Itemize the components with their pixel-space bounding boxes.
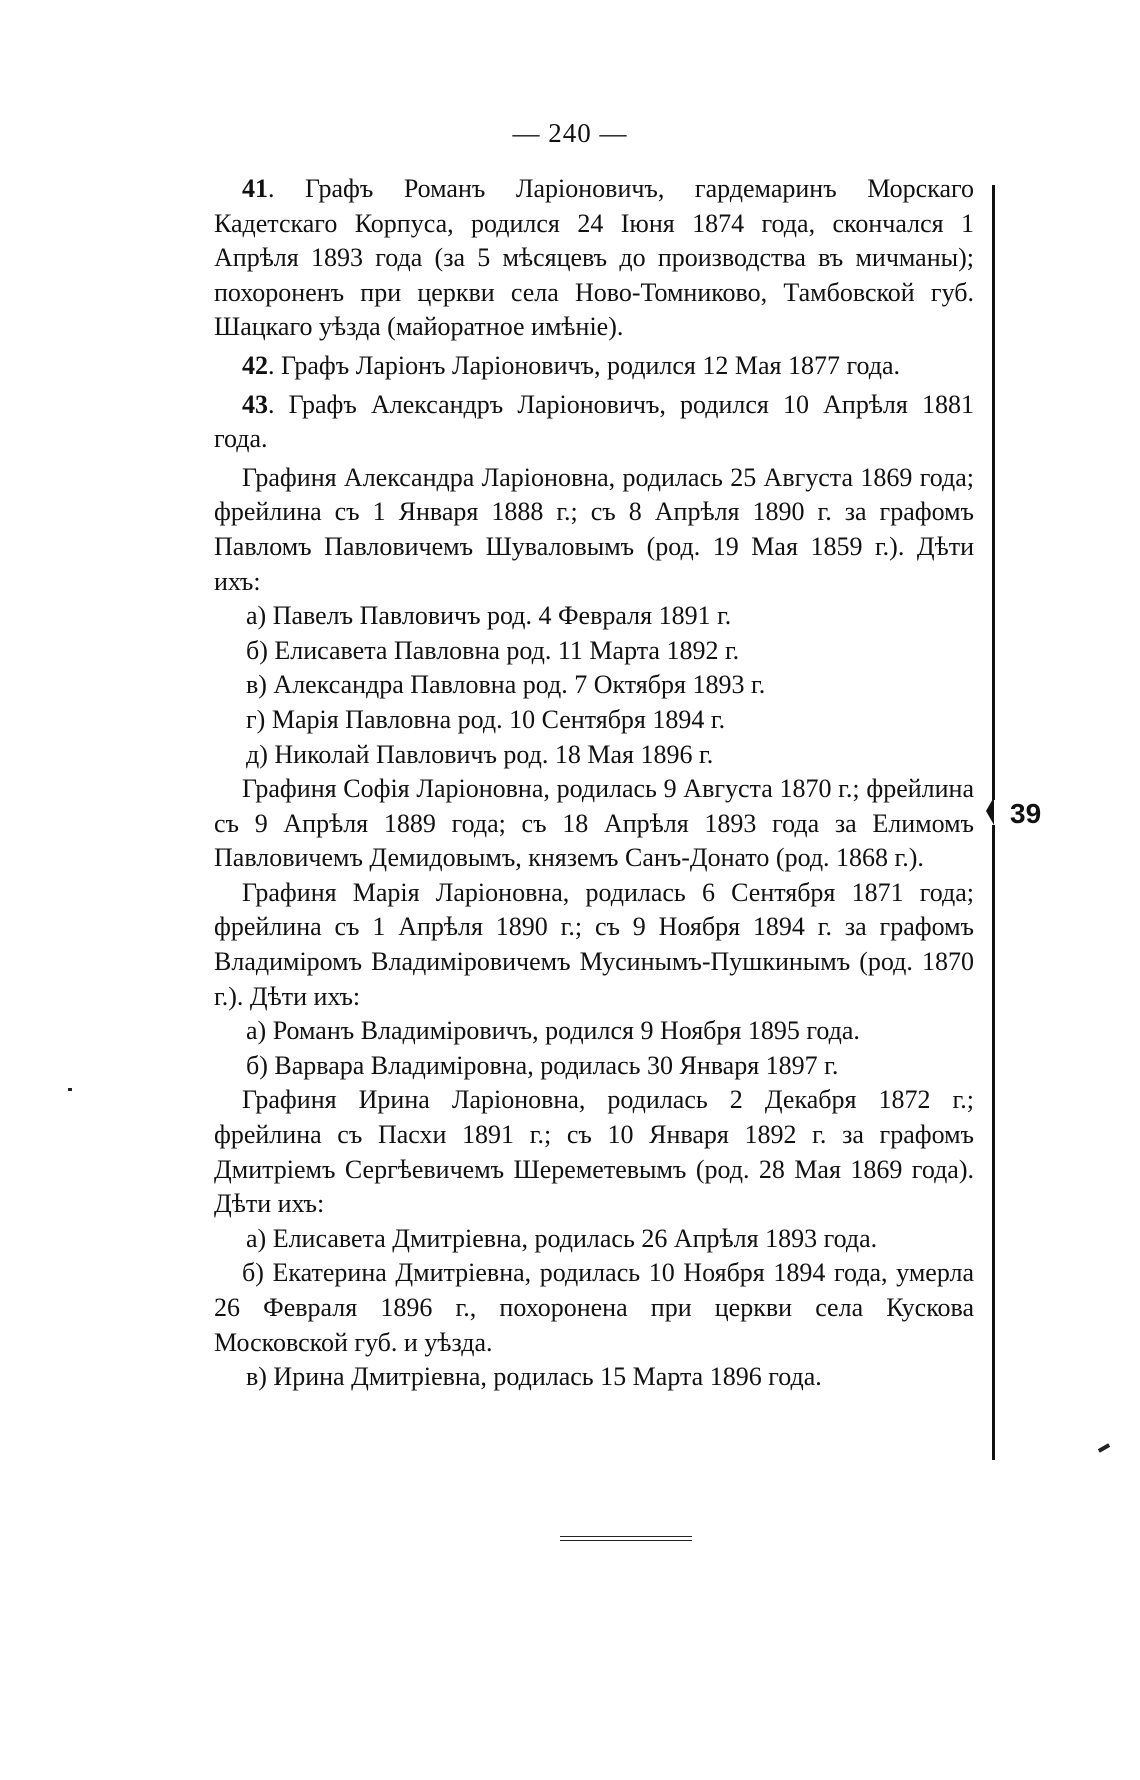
paragraph-sofia: Графиня Софія Ларіоновна, родилась 9 Августа 1870 г.; фрейлина съ 9 Апрѣля 1889 года; съ 18 Апрѣля 1893 года за Елимомъ Павловичемъ Демидовымъ, княземъ Санъ-Донато (род. 1868 г.). — [214, 774, 974, 873]
page-number: — 240 — — [512, 118, 628, 148]
child-list-item: а) Романъ Владиміровичъ, родился 9 Ноября 1895 года. — [246, 1016, 860, 1046]
entry-41 — [214, 172, 974, 345]
child-list-item: б) Елисавета Павловна род. 11 Марта 1892 г. — [246, 635, 740, 665]
scan-speck — [68, 1088, 72, 1091]
child-list-item: в) Ирина Дмитріевна, родилась 15 Марта 1896 года. — [246, 1362, 822, 1392]
entry-43 — [214, 388, 974, 457]
main-text — [214, 172, 974, 1395]
child-list-item: б) Варвара Владиміровна, родилась 30 Января 1897 г. — [246, 1050, 839, 1080]
entry-text: . Графъ Романъ Ларіоновичъ, гардемаринъ Морскаго Кадетскаго Корпуса, родился 24 Іюня 1874 года, скончался 1 Апрѣля 1893 года (за 5 мѣсяцевъ до производства въ мичманы); похороненъ при церкви села Ново-Томниково, Тамбовской губ. Шацкаго уѣзда (майоратное имѣніе). — [214, 174, 974, 342]
child-list-item: г) Марія Павловна род. 10 Сентября 1894 г. — [246, 704, 726, 734]
side-number: 39 — [1010, 798, 1042, 829]
paragraph-maria: Графиня Марія Ларіоновна, родилась 6 Сентября 1871 года; фрейлина съ 1 Апрѣля 1890 г.; съ 9 Ноября 1894 г. за графомъ Владиміромъ Владиміровичемъ Мусинымъ-Пушкинымъ (род. 1870 г.). Дѣти ихъ: — [214, 877, 974, 1011]
bracket-line-bottom — [992, 825, 995, 1460]
child-list-item: б) Екатерина Дмитріевна, родилась 10 Ноября 1894 года, умерла 26 Февраля 1896 г., похоронена при церкви села Кускова Московской губ. и уѣзда. — [214, 1258, 974, 1357]
paragraph-alexandra: Графиня Александра Ларіоновна, родилась 25 Августа 1869 года; фрейлина съ 1 Января 1888 г.; съ 8 Апрѣля 1890 г. за графомъ Павломъ Павловичемъ Шуваловымъ (род. 19 Мая 1859 г.). Дѣти ихъ: — [214, 462, 974, 596]
entry-42 — [214, 349, 974, 384]
bracket-point — [986, 797, 994, 825]
entry-number: 42 — [242, 350, 268, 380]
entry-number: 41 — [242, 174, 268, 203]
child-list-item: д) Николай Павловичъ род. 18 Мая 1896 г. — [246, 739, 714, 769]
entry-number: 43 — [242, 389, 268, 419]
side-bracket — [986, 185, 996, 1460]
scan-speck — [1098, 1443, 1110, 1452]
paragraph-irina: Графиня Ирина Ларіоновна, родилась 2 Декабря 1872 г.; фрейлина съ Пасхи 1891 г.; съ 10 Января 1892 г. за графомъ Дмитріемъ Сергѣевичемъ Шереметевымъ (род. 28 Мая 1869 года). Дѣти ихъ: — [214, 1085, 974, 1219]
child-list-item: в) Александра Павловна род. 7 Октября 1893 г. — [246, 670, 766, 700]
entry-text: . Графъ Ларіонъ Ларіоновичъ, родился 12 Мая 1877 года. — [268, 350, 901, 380]
bottom-rule — [560, 1536, 692, 1541]
bracket-line-top — [992, 185, 995, 800]
entry-text: . Графъ Александръ Ларіоновичъ, родился 10 Апрѣля 1881 года. — [214, 389, 974, 454]
child-list-item: а) Елисавета Дмитріевна, родилась 26 Апрѣля 1893 года. — [246, 1223, 878, 1253]
child-list-item: а) Павелъ Павловичъ род. 4 Февраля 1891 г. — [246, 601, 732, 631]
